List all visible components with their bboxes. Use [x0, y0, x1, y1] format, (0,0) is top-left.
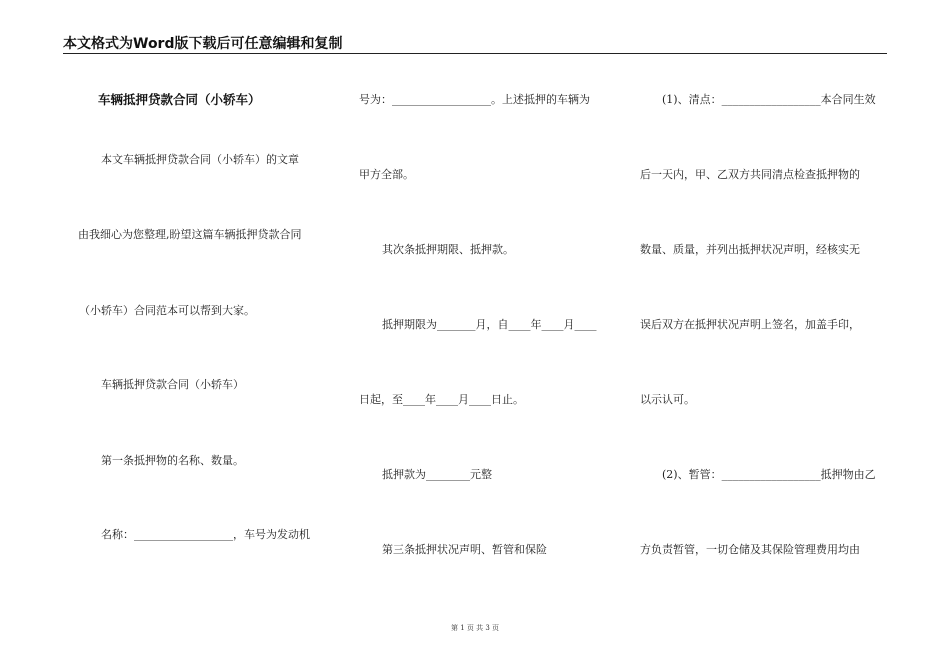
body-line: 误后双方在抵押状况声明上签名，加盖手印， — [640, 318, 860, 331]
body-line: 第三条抵押状况声明、暂管和保险 — [382, 543, 547, 556]
body-line: （小轿车）合同范本可以帮到大家。 — [79, 304, 255, 317]
body-line: 抵押期限为_______月，自____年____月____ — [382, 318, 597, 331]
body-line: 本文车辆抵押贷款合同（小轿车）的文章 — [101, 153, 299, 166]
body-line: (2)、暂管：__________________抵押物由乙 — [662, 468, 876, 481]
document-header-title: 本文格式为Word版下载后可任意编辑和复制 — [63, 36, 343, 52]
body-line: (1)、清点：__________________本合同生效 — [662, 93, 876, 106]
contract-title: 车辆抵押贷款合同（小轿车） — [98, 92, 261, 107]
body-line: 第一条抵押物的名称、数量。 — [101, 454, 244, 467]
body-line: 甲方全部。 — [359, 168, 414, 181]
body-line: 由我细心为您整理,盼望这篇车辆抵押贷款合同 — [78, 228, 302, 241]
header-divider — [63, 53, 887, 54]
body-line: 名称：__________________，车号为发动机 — [101, 528, 310, 541]
body-line: 车辆抵押贷款合同（小轿车） — [101, 378, 244, 391]
body-line: 数量、质量，并列出抵押状况声明，经核实无 — [640, 243, 860, 256]
body-line: 抵押款为________元整 — [382, 468, 492, 481]
body-line: 方负责暂管，一切仓储及其保险管理费用均由 — [640, 543, 860, 556]
body-line: 号为：__________________。上述抵押的车辆为 — [359, 93, 590, 106]
body-line: 后一天内，甲、乙双方共同清点检查抵押物的 — [640, 168, 860, 181]
body-line: 其次条抵押期限、抵押款。 — [382, 243, 514, 256]
body-line: 以示认可。 — [640, 393, 695, 406]
body-line: 日起，至____年____月____日止。 — [359, 393, 524, 406]
page-number: 第 1 页 共 3 页 — [450, 624, 500, 632]
